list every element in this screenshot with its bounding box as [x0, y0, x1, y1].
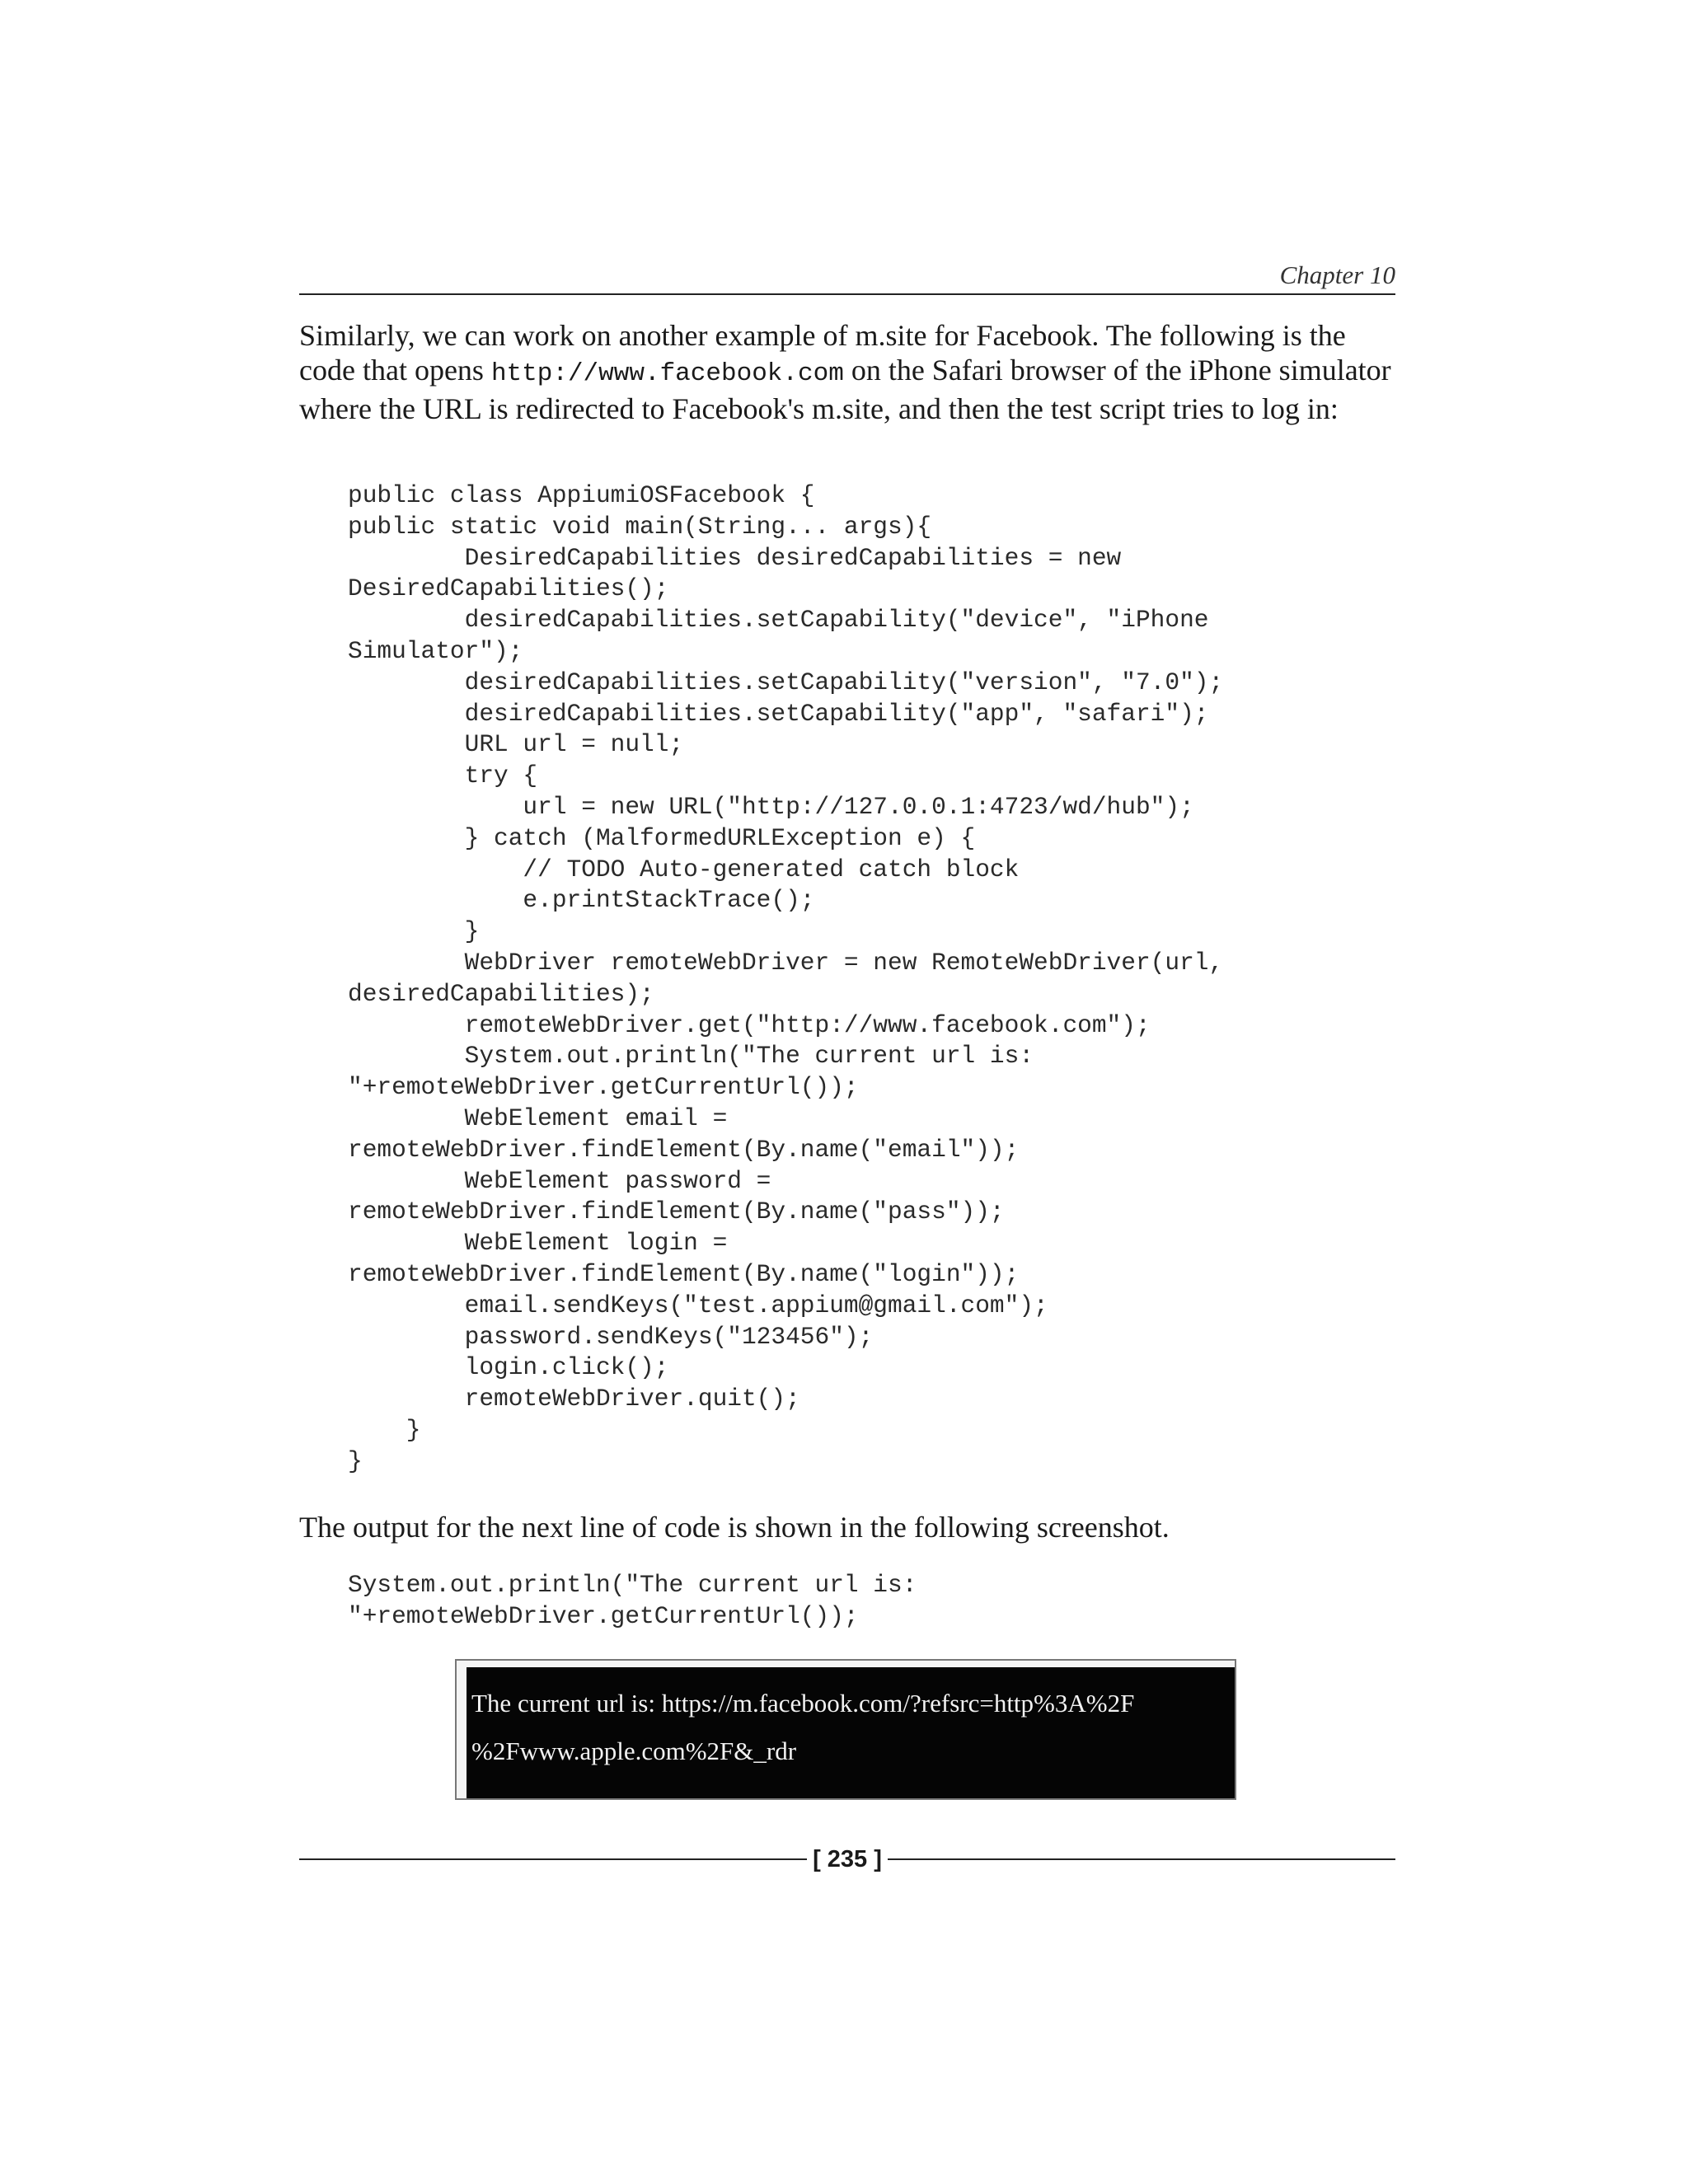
- code-line: // TODO Auto-generated catch block: [348, 855, 1020, 883]
- intro-text-start: Similarly, we can work on another example of m.site for Facebook. The following is the code that opens: [299, 319, 1346, 387]
- code-line: System.out.println("The current url is:: [348, 1042, 1034, 1071]
- code-line: }: [348, 917, 480, 946]
- code-line: remoteWebDriver.quit();: [348, 1385, 800, 1413]
- console-screenshot: [455, 1659, 1236, 1800]
- code-line: DesiredCapabilities desiredCapabilities = new: [348, 543, 1122, 572]
- code-line: desiredCapabilities);: [348, 979, 654, 1008]
- chapter-label: Chapter 10: [1279, 260, 1395, 289]
- code-line: } catch (MalformedURLException e) {: [348, 823, 976, 852]
- code-line: remoteWebDriver.findElement(By.name("pass"));: [348, 1197, 1005, 1226]
- page-number: [ 235 ]: [813, 1846, 882, 1872]
- running-header: [299, 259, 1395, 295]
- console-line-2: %2Fwww.apple.com%2F&_rdr: [471, 1736, 797, 1765]
- code-line: public class AppiumiOSFacebook {: [348, 481, 815, 509]
- code-line: remoteWebDriver.findElement(By.name("login"));: [348, 1259, 1020, 1288]
- code-line: WebElement password =: [348, 1166, 771, 1195]
- code-line: remoteWebDriver.get("http://www.facebook.com");: [348, 1010, 1151, 1039]
- code-line: WebDriver remoteWebDriver = new RemoteWebDriver(url,: [348, 948, 1224, 977]
- code-snippet: [348, 1570, 917, 1633]
- code-line: Simulator");: [348, 636, 523, 665]
- code-line: desiredCapabilities.setCapability("app", "safari");: [348, 699, 1209, 728]
- inline-code-url: http://www.facebook.com: [490, 359, 844, 388]
- code-line: url = new URL("http://127.0.0.1:4723/wd/hub");: [348, 792, 1194, 821]
- code-line: remoteWebDriver.findElement(By.name("email"));: [348, 1135, 1020, 1164]
- code-listing: [348, 480, 1223, 1478]
- code-line: e.printStackTrace();: [348, 886, 815, 915]
- code-line: email.sendKeys("test.appium@gmail.com");: [348, 1291, 1048, 1319]
- code-line: WebElement login =: [348, 1229, 728, 1258]
- code-line: }: [348, 1415, 421, 1444]
- code-line: "+remoteWebDriver.getCurrentUrl());: [348, 1601, 859, 1630]
- console-output-panel: [467, 1667, 1235, 1798]
- console-line-1: The current url is: https://m.facebook.com/?refsrc=http%3A%2F: [471, 1689, 1135, 1718]
- code-line: URL url = null;: [348, 730, 684, 759]
- code-line: }: [348, 1446, 363, 1475]
- code-line: "+remoteWebDriver.getCurrentUrl());: [348, 1073, 859, 1102]
- code-line: login.click();: [348, 1353, 669, 1382]
- output-paragraph: The output for the next line of code is shown in the following screenshot.: [299, 1511, 1170, 1544]
- code-line: System.out.println("The current url is:: [348, 1571, 917, 1599]
- code-line: DesiredCapabilities();: [348, 574, 669, 603]
- page-footer: [299, 1840, 1395, 1879]
- code-line: public static void main(String... args){: [348, 512, 932, 541]
- footer-rule-left: [299, 1858, 807, 1860]
- code-line: WebElement email =: [348, 1104, 728, 1132]
- intro-text-end: on the Safari browser of the iPhone simulator where the URL is redirected to Facebook's m.site, and then the test script tries to log in:: [299, 354, 1391, 425]
- code-line: password.sendKeys("123456");: [348, 1322, 874, 1351]
- code-line: try {: [348, 762, 538, 790]
- code-line: desiredCapabilities.setCapability("device", "iPhone: [348, 606, 1209, 635]
- code-line: desiredCapabilities.setCapability("version", "7.0");: [348, 668, 1224, 696]
- intro-paragraph: [299, 318, 1400, 426]
- footer-rule-right: [888, 1858, 1395, 1860]
